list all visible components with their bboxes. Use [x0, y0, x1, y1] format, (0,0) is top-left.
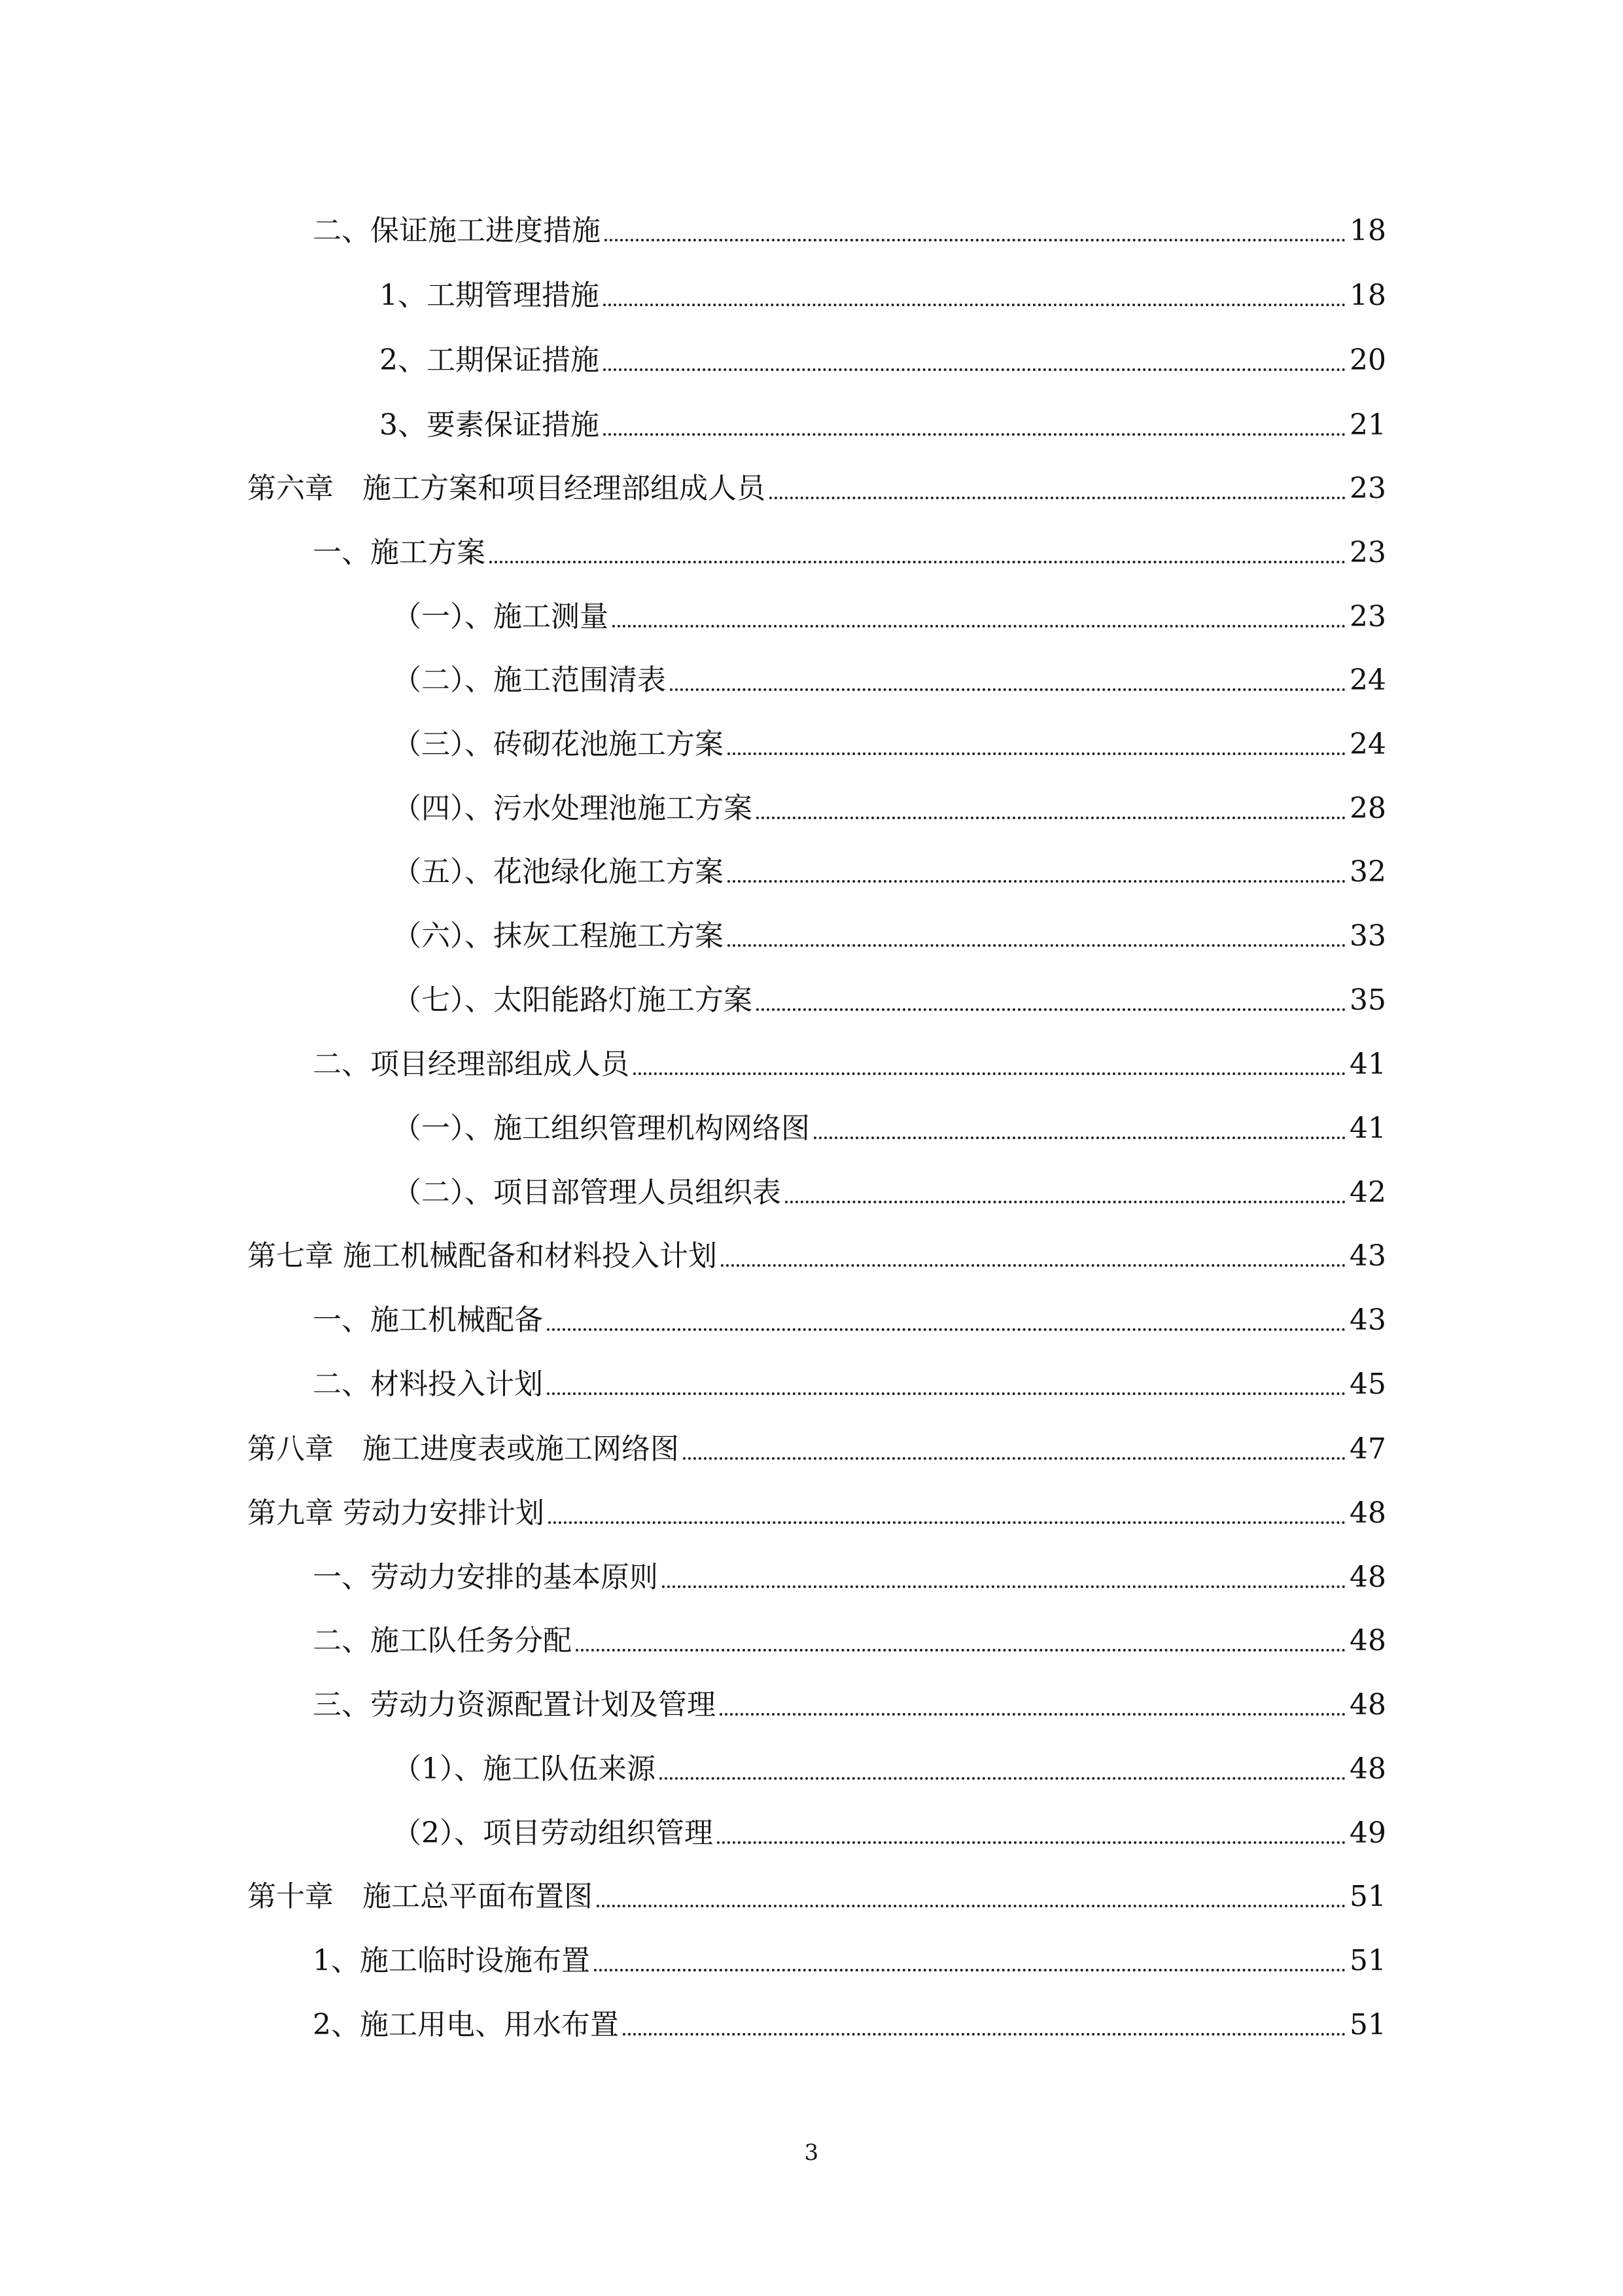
toc-entry[interactable] [0, 520, 1623, 586]
toc-entry-label: 第十章 施工总平面布置图 [247, 1880, 593, 1913]
toc-entry-label: 一、施工方案 [313, 536, 485, 569]
toc-entry[interactable] [0, 1288, 1623, 1353]
toc-dot-leader [594, 1969, 1346, 1971]
toc-dot-leader [814, 1137, 1346, 1139]
toc-entry-page: 24 [1350, 663, 1386, 697]
toc-dot-leader [721, 1264, 1346, 1267]
toc-entry[interactable] [0, 1672, 1623, 1738]
toc-entry-page: 21 [1350, 408, 1386, 442]
toc-dot-leader [670, 688, 1346, 691]
toc-entry-page: 48 [1350, 1496, 1386, 1530]
toc-entry-label: （五）、花池绿化施工方案 [393, 855, 724, 889]
toc-entry-label: （二）、施工范围清表 [393, 663, 666, 697]
toc-entry[interactable] [0, 1864, 1623, 1930]
toc-dot-leader [612, 625, 1346, 627]
toc-entry[interactable] [0, 584, 1623, 650]
toc-dot-leader [727, 944, 1346, 947]
toc-entry-label: （六）、抹灰工程施工方案 [393, 919, 724, 953]
toc-entry-page: 48 [1350, 1752, 1386, 1786]
toc-entry[interactable] [0, 1096, 1623, 1161]
toc-entry-page: 47 [1350, 1432, 1386, 1466]
toc-dot-leader [623, 2033, 1346, 2036]
toc-entry-page: 42 [1350, 1176, 1386, 1209]
toc-entry[interactable] [0, 712, 1623, 777]
toc-dot-leader [633, 1072, 1346, 1075]
toc-dot-leader [659, 1777, 1346, 1780]
toc-entry-label: 二、保证施工进度措施 [313, 214, 601, 247]
toc-dot-leader [720, 1713, 1346, 1716]
toc-dot-leader [603, 304, 1346, 306]
toc-entry[interactable] [0, 648, 1623, 713]
toc-entry-label: （一）、施工测量 [393, 600, 608, 633]
toc-dot-leader [603, 368, 1346, 371]
toc-entry-label: 第六章 施工方案和项目经理部组成人员 [247, 472, 765, 505]
toc-entry-page: 23 [1350, 600, 1386, 633]
toc-dot-leader [547, 1328, 1346, 1331]
toc-entry[interactable] [0, 1992, 1623, 2058]
toc-entry[interactable] [0, 1928, 1623, 1994]
toc-entry-label: 第七章 施工机械配备和材料投入计划 [247, 1239, 717, 1273]
toc-dot-leader [548, 1521, 1346, 1524]
toc-entry-label: （一）、施工组织管理机构网络图 [393, 1112, 810, 1145]
toc-entry-label: 2、施工用电、用水布置 [313, 2008, 619, 2041]
toc-entry-label: （2）、项目劳动组织管理 [393, 1816, 713, 1850]
toc-entry[interactable] [0, 1608, 1623, 1674]
toc-entry[interactable] [0, 1224, 1623, 1289]
toc-entry-page: 48 [1350, 1624, 1386, 1657]
toc-entry[interactable] [0, 1032, 1623, 1097]
toc-dot-leader [489, 561, 1346, 563]
toc-entry-label: 二、施工队任务分配 [313, 1624, 572, 1657]
toc-dot-leader [785, 1201, 1346, 1203]
toc-entry[interactable] [0, 904, 1623, 969]
toc-entry-page: 20 [1350, 344, 1386, 377]
toc-entry[interactable] [0, 198, 1623, 264]
toc-entry[interactable] [0, 776, 1623, 841]
toc-dot-leader [683, 1457, 1346, 1460]
toc-entry[interactable] [0, 968, 1623, 1033]
toc-entry-label: （1）、施工队伍来源 [393, 1752, 655, 1786]
toc-entry[interactable] [0, 1737, 1623, 1802]
toc-dot-leader [603, 433, 1346, 436]
toc-dot-leader [662, 1585, 1346, 1588]
toc-entry[interactable] [0, 1160, 1623, 1226]
toc-entry-page: 35 [1350, 983, 1386, 1017]
toc-entry-label: 2、工期保证措施 [379, 344, 599, 377]
toc-entry[interactable] [0, 1481, 1623, 1546]
toc-entry[interactable] [0, 1417, 1623, 1482]
toc-entry-page: 43 [1350, 1239, 1386, 1273]
toc-dot-leader [547, 1392, 1346, 1395]
toc-entry[interactable] [0, 1352, 1623, 1417]
toc-entry-page: 49 [1350, 1816, 1386, 1850]
toc-entry-label: 二、材料投入计划 [313, 1368, 543, 1401]
toc-dot-leader [756, 1008, 1346, 1011]
toc-entry-label: 二、项目经理部组成人员 [313, 1048, 629, 1081]
toc-entry[interactable] [0, 1801, 1623, 1866]
toc-entry-page: 43 [1350, 1303, 1386, 1337]
toc-entry[interactable] [0, 839, 1623, 905]
toc-entry-label: 三、劳动力资源配置计划及管理 [313, 1688, 716, 1722]
toc-entry-page: 48 [1350, 1688, 1386, 1722]
toc-entry-page: 41 [1350, 1112, 1386, 1145]
toc-entry-page: 23 [1350, 472, 1386, 505]
toc-dot-leader [604, 239, 1346, 241]
toc-entry-label: 3、要素保证措施 [379, 408, 599, 442]
toc-entry-label: 一、劳动力安排的基本原则 [313, 1561, 658, 1594]
toc-entry-page: 28 [1350, 792, 1386, 825]
toc-entry[interactable] [0, 456, 1623, 521]
toc-dot-leader [756, 817, 1346, 819]
toc-entry-label: 1、施工临时设施布置 [313, 1944, 590, 1977]
toc-entry-page: 41 [1350, 1048, 1386, 1081]
toc-entry-page: 32 [1350, 855, 1386, 889]
toc-entry-label: 一、施工机械配备 [313, 1303, 543, 1337]
toc-entry-page: 48 [1350, 1561, 1386, 1594]
toc-entry-label: （七）、太阳能路灯施工方案 [393, 983, 752, 1017]
toc-entry-label: 第九章 劳动力安排计划 [247, 1496, 544, 1530]
toc-entry[interactable] [0, 263, 1623, 328]
toc-entry-label: （二）、项目部管理人员组织表 [393, 1176, 781, 1209]
toc-entry[interactable] [0, 393, 1623, 458]
toc-entry[interactable] [0, 1545, 1623, 1610]
toc-dot-leader [717, 1841, 1346, 1844]
toc-entry-label: （三）、砖砌花池施工方案 [393, 728, 724, 761]
toc-entry-page: 18 [1350, 214, 1386, 247]
toc-entry[interactable] [0, 328, 1623, 393]
toc-dot-leader [727, 752, 1346, 755]
toc-entry-page: 24 [1350, 728, 1386, 761]
page-number: 3 [804, 2140, 819, 2166]
toc-entry-page: 51 [1350, 2008, 1386, 2041]
toc-entry-page: 33 [1350, 919, 1386, 953]
toc-dot-leader [576, 1649, 1346, 1651]
toc-entry-label: 1、工期管理措施 [379, 279, 599, 312]
toc-entry-page: 23 [1350, 536, 1386, 569]
toc-dot-leader [597, 1905, 1346, 1907]
toc-entry-page: 45 [1350, 1368, 1386, 1401]
toc-entry-page: 18 [1350, 279, 1386, 312]
toc-entry-page: 51 [1350, 1880, 1386, 1913]
toc-entry-label: （四）、污水处理池施工方案 [393, 792, 752, 825]
toc-entry-page: 51 [1350, 1944, 1386, 1977]
toc-entry-label: 第八章 施工进度表或施工网络图 [247, 1432, 679, 1466]
toc-dot-leader [727, 880, 1346, 883]
toc-dot-leader [769, 497, 1346, 499]
